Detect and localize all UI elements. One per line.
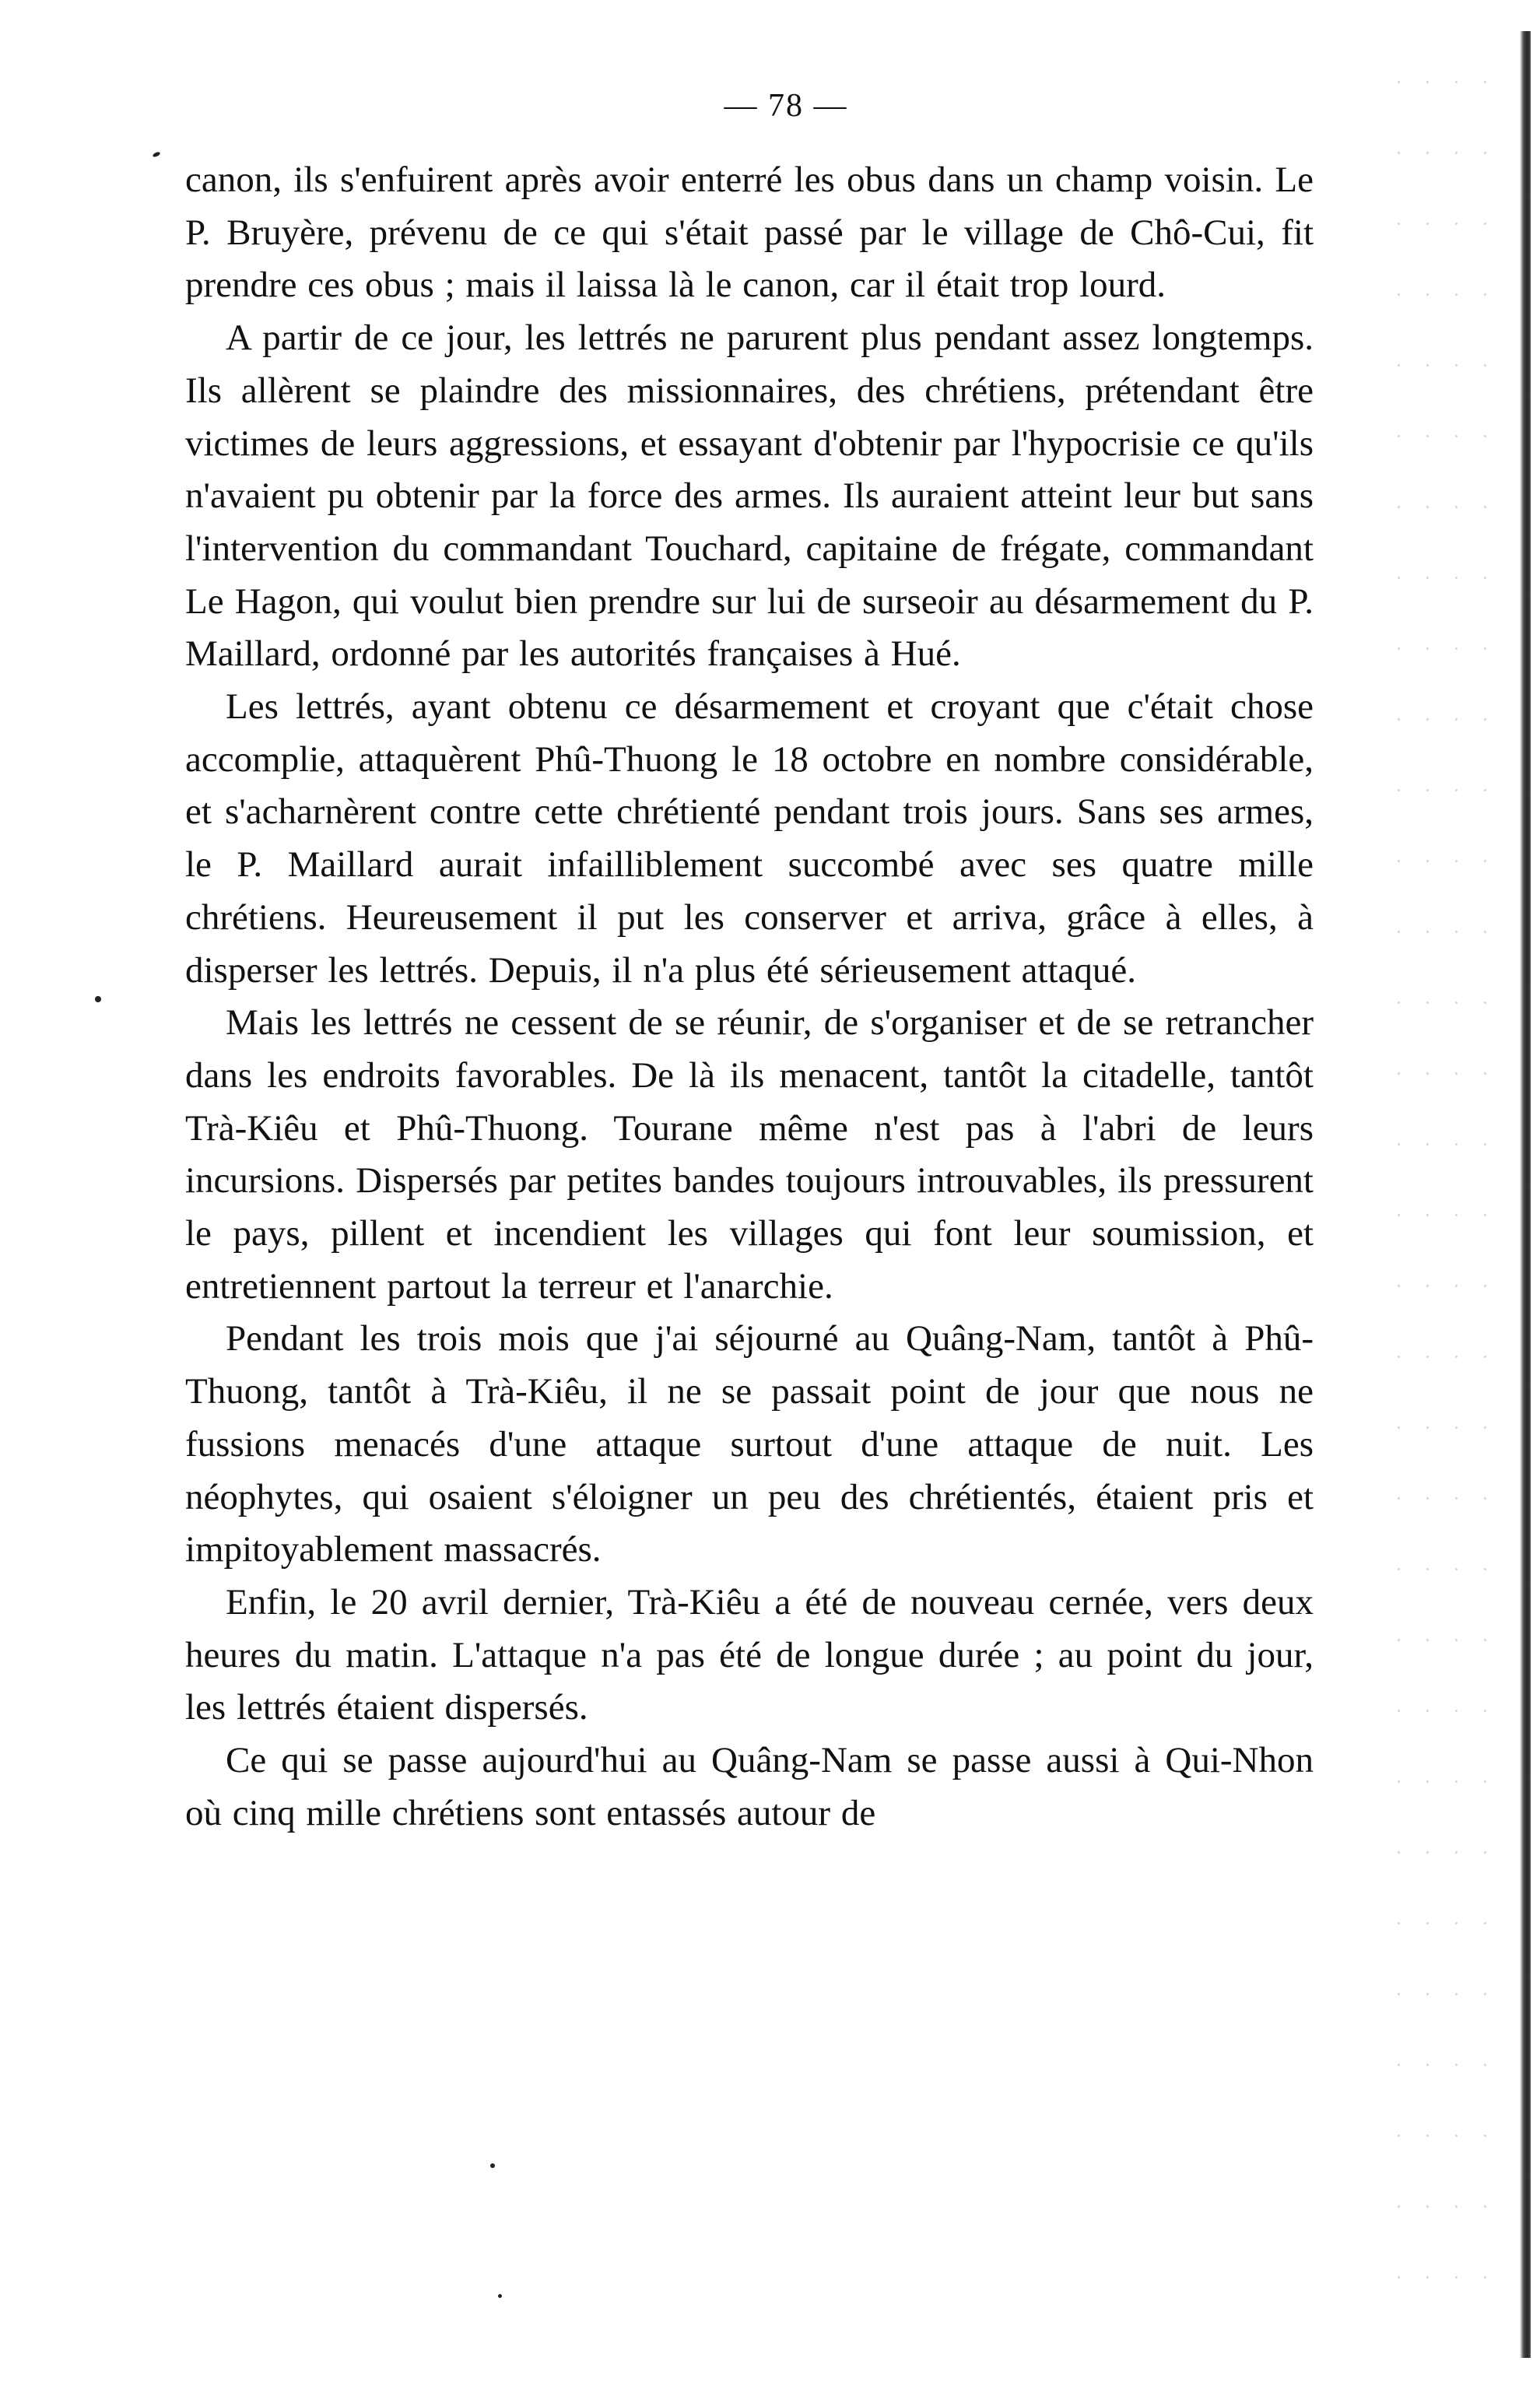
- paragraph: canon, ils s'enfuirent après avoir enterré les obus dans un champ voisin. Le P. Bruyère, prévenu de ce qui s'était passé par le village de Chô-Cui, fit prendre ces obus ; mais il laissa là le canon, car il était trop lourd.: [185, 160, 1314, 306]
- body-text: [185, 154, 1314, 1840]
- stray-mark: [152, 151, 160, 158]
- paragraph: Ce qui se passe aujourd'hui au Quâng-Nam se passe aussi à Qui-Nhon où cinq mille chrétiens sont entassés autour de: [185, 1740, 1314, 1833]
- edge-specks: [1384, 47, 1493, 2342]
- stray-mark: [490, 2163, 495, 2168]
- page-number: — 78 —: [724, 88, 848, 124]
- paragraph: Enfin, le 20 avril dernier, Trà-Kiêu a été de nouveau cernée, vers deux heures du matin. L'attaque n'a pas été de longue durée ; au point du jour, les lettrés étaient dispersés.: [185, 1581, 1314, 1728]
- paragraph: Mais les lettrés ne cessent de se réunir, de s'organiser et de se retrancher dans les endroits favorables. De là ils menacent, tantôt la citadelle, tantôt Trà-Kiêu et Phû-Thuong. Tourane même n'est pas à l'abri de leurs incursions. Dispersés par petites bandes toujours introuvables, ils pressurent le pays, pillent et incendient les villages qui font leur soumission, et entretiennent partout la terreur et l'anarchie.: [185, 1002, 1314, 1307]
- paragraph: Pendant les trois mois que j'ai séjourné au Quâng-Nam, tantôt à Phû-Thuong, tantôt à Trà-Kiêu, il ne se passait point de jour que nous ne fussions menacés d'une attaque surtout d'une attaque de nuit. Les néophytes, qui osaient s'éloigner un peu des chrétientés, étaient pris et impitoyablement massacrés.: [185, 1318, 1314, 1570]
- stray-mark: [498, 2294, 502, 2298]
- binding-edge: [1520, 31, 1531, 2358]
- paragraph: A partir de ce jour, les lettrés ne parurent plus pendant assez longtemps. Ils allèrent se plaindre des missionnaires, des chrétiens, prétendant être victimes de leurs aggressions, et essayant d'obtenir par l'hypocrisie ce qu'ils n'avaient pu obtenir par la force des armes. Ils auraient atteint leur but sans l'intervention du commandant Touchard, capitaine de frégate, commandant Le Hagon, qui voulut bien prendre sur lui de surseoir au désarmement du P. Maillard, ordonné par les autorités françaises à Hué.: [185, 317, 1314, 675]
- stray-mark: [95, 996, 101, 1002]
- paragraph: Les lettrés, ayant obtenu ce désarmement et croyant que c'était chose accomplie, attaquèrent Phû-Thuong le 18 octobre en nombre considérable, et s'acharnèrent contre cette chrétienté pendant trois jours. Sans ses armes, le P. Maillard aurait infailliblement succombé avec ses quatre mille chrétiens. Heureusement il put les conserver et arriva, grâce à elles, à disperser les lettrés. Depuis, il n'a plus été sérieusement attaqué.: [185, 686, 1314, 991]
